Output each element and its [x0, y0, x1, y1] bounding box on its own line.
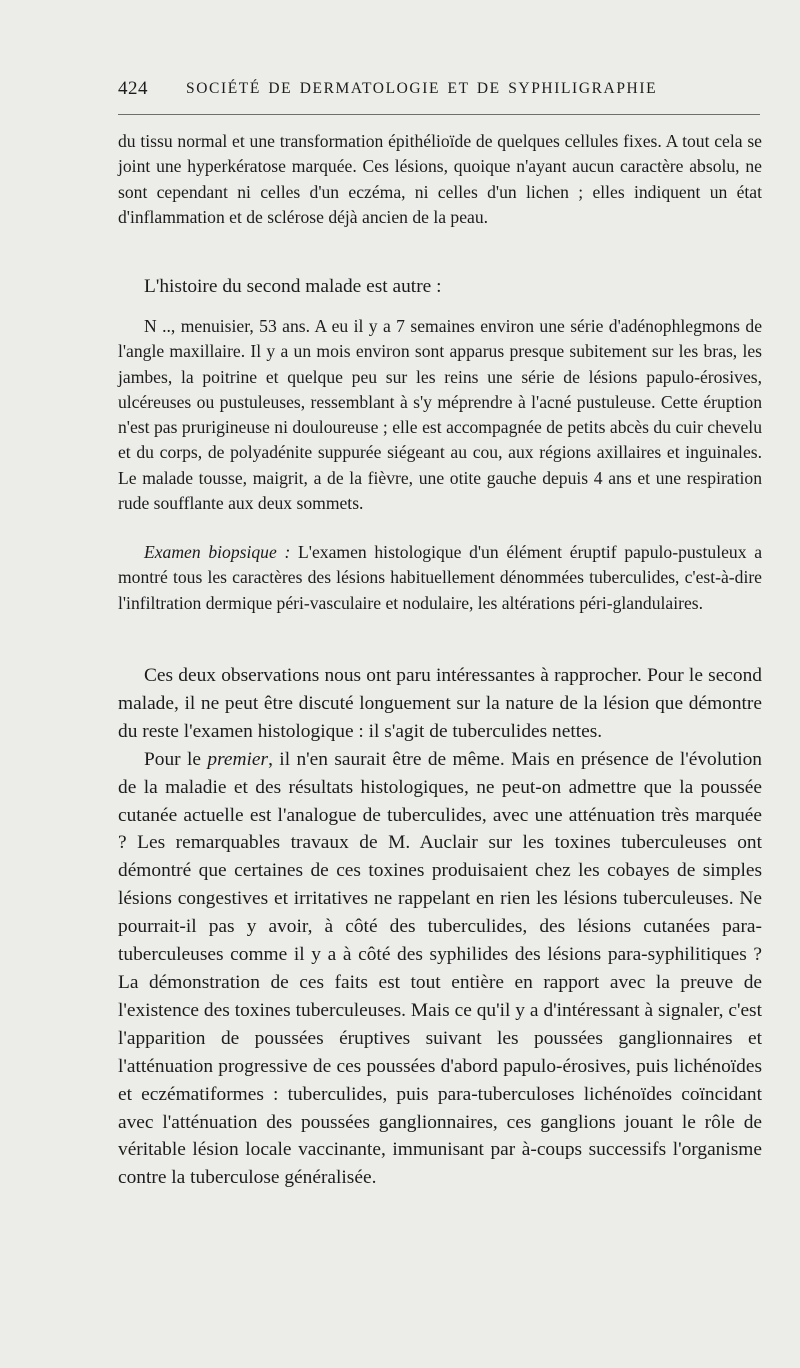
page-header — [118, 78, 760, 102]
paragraph-text: du tissu normal et une transformation épithélioïde de quelques cellules fixes. A tout cela se joint une hyperkératose marquée. Ces lésions, quoique n'ayant aucun caractère absolu, ne sont cependant ni celles d'un eczéma, ni celles d'un lichen ; elles indiquent un état d'inflammation et de sclérose déjà ancien de la peau. — [118, 131, 762, 227]
emphasis-premier: premier — [207, 748, 269, 770]
running-title: SOCIÉTÉ DE DERMATOLOGIE ET DE SYPHILIGRAPHIE — [186, 80, 658, 97]
paragraph-second-patient-intro — [118, 273, 762, 301]
paragraph-case-report — [118, 314, 762, 516]
discussion-section — [118, 662, 762, 1192]
paragraph-text: L'histoire du second malade est autre : — [144, 276, 442, 297]
paragraph-text: Ces deux observations nous ont paru intéressantes à rapprocher. Pour le second malade, il ne peut être discuté longuement sur la nature de la lésion que démontre du reste l'examen histologique : il s'agit de tuberculides nettes. — [118, 665, 762, 742]
page-number: 424 — [118, 78, 148, 99]
paragraph-text — [118, 540, 762, 616]
paragraph-continuation — [118, 129, 762, 230]
paragraph-rest: , il n'en saurait être de même. Mais en présence de l'évolution de la maladie et des résultats histologiques, ne peut-on admettre que la poussée cutanée actuelle est l'analogue de tuberculides, avec une atténuation très marquée ? Les remarquables travaux de M. Auclair sur les toxines tuberculeuses ont démontré que certaines de ces toxines produisaient chez les cobayes de simples lésions congestives et irritatives ne rappelant en rien les lésions tuberculeuses. Ne pourrait-il pas y avoir, à côté des tuberculides, des lésions cutanées para-tuberculeuses comme il y a à côté des syphilides des lésions para-syphilitiques ? La démonstration de ces faits est tout entière en rapport avec la preuve de l'existence des toxines tuberculeuses. Mais ce qu'il y a d'intéressant à signaler, c'est l'apparition de poussées éruptives suivant les poussées ganglionnaires et l'atténuation progressive de ces poussées d'abord papulo-érosives, puis lichénoïdes et eczématiformes : tuberculides, puis para-tuberculoses lichénoïdes coïncidant avec l'atténuation des poussées ganglionnaires, ces ganglions jouant le rôle de véritable lésion locale vaccinante, immunisant par à-coups successifs l'organisme contre la tuberculose généralisée. — [118, 748, 763, 1189]
biopsy-text: L'examen histologique d'un élément éruptif papulo-pustuleux a montré tous les caractères des lésions habituellement dénommées tuberculides, c'est-à-dire l'infiltration dermique péri-vasculaire et nodulaire, les altérations péri-glandulaires. — [118, 542, 762, 613]
header-rule — [118, 114, 760, 115]
paragraph-biopsy — [118, 540, 762, 616]
paragraph-text: N .., menuisier, 53 ans. A eu il y a 7 semaines environ une série d'adénophlegmons de l'angle maxillaire. Il y a un mois environ sont apparus presque subitement sur les bras, les jambes, la poitrine et quelque peu sur les reins une série de lésions papulo-érosives, ulcéreuses ou pustuleuses, ressemblant à s'y méprendre à l'acné pustuleuse. Cette éruption n'est pas prurigineuse ni douloureuse ; elle est accompagnée de petits abcès du cuir chevelu et du corps, de polyadénite suppurée siégeant au cou, aux régions axillaires et inguinales. Le malade tousse, maigrit, a de la fièvre, une otite gauche depuis 4 ans et une respiration rude soufflante aux deux sommets. — [118, 316, 762, 514]
paragraph-text — [118, 746, 762, 1193]
biopsy-label: Examen biopsique : — [144, 542, 291, 562]
paragraph-start: Pour le — [144, 748, 208, 770]
